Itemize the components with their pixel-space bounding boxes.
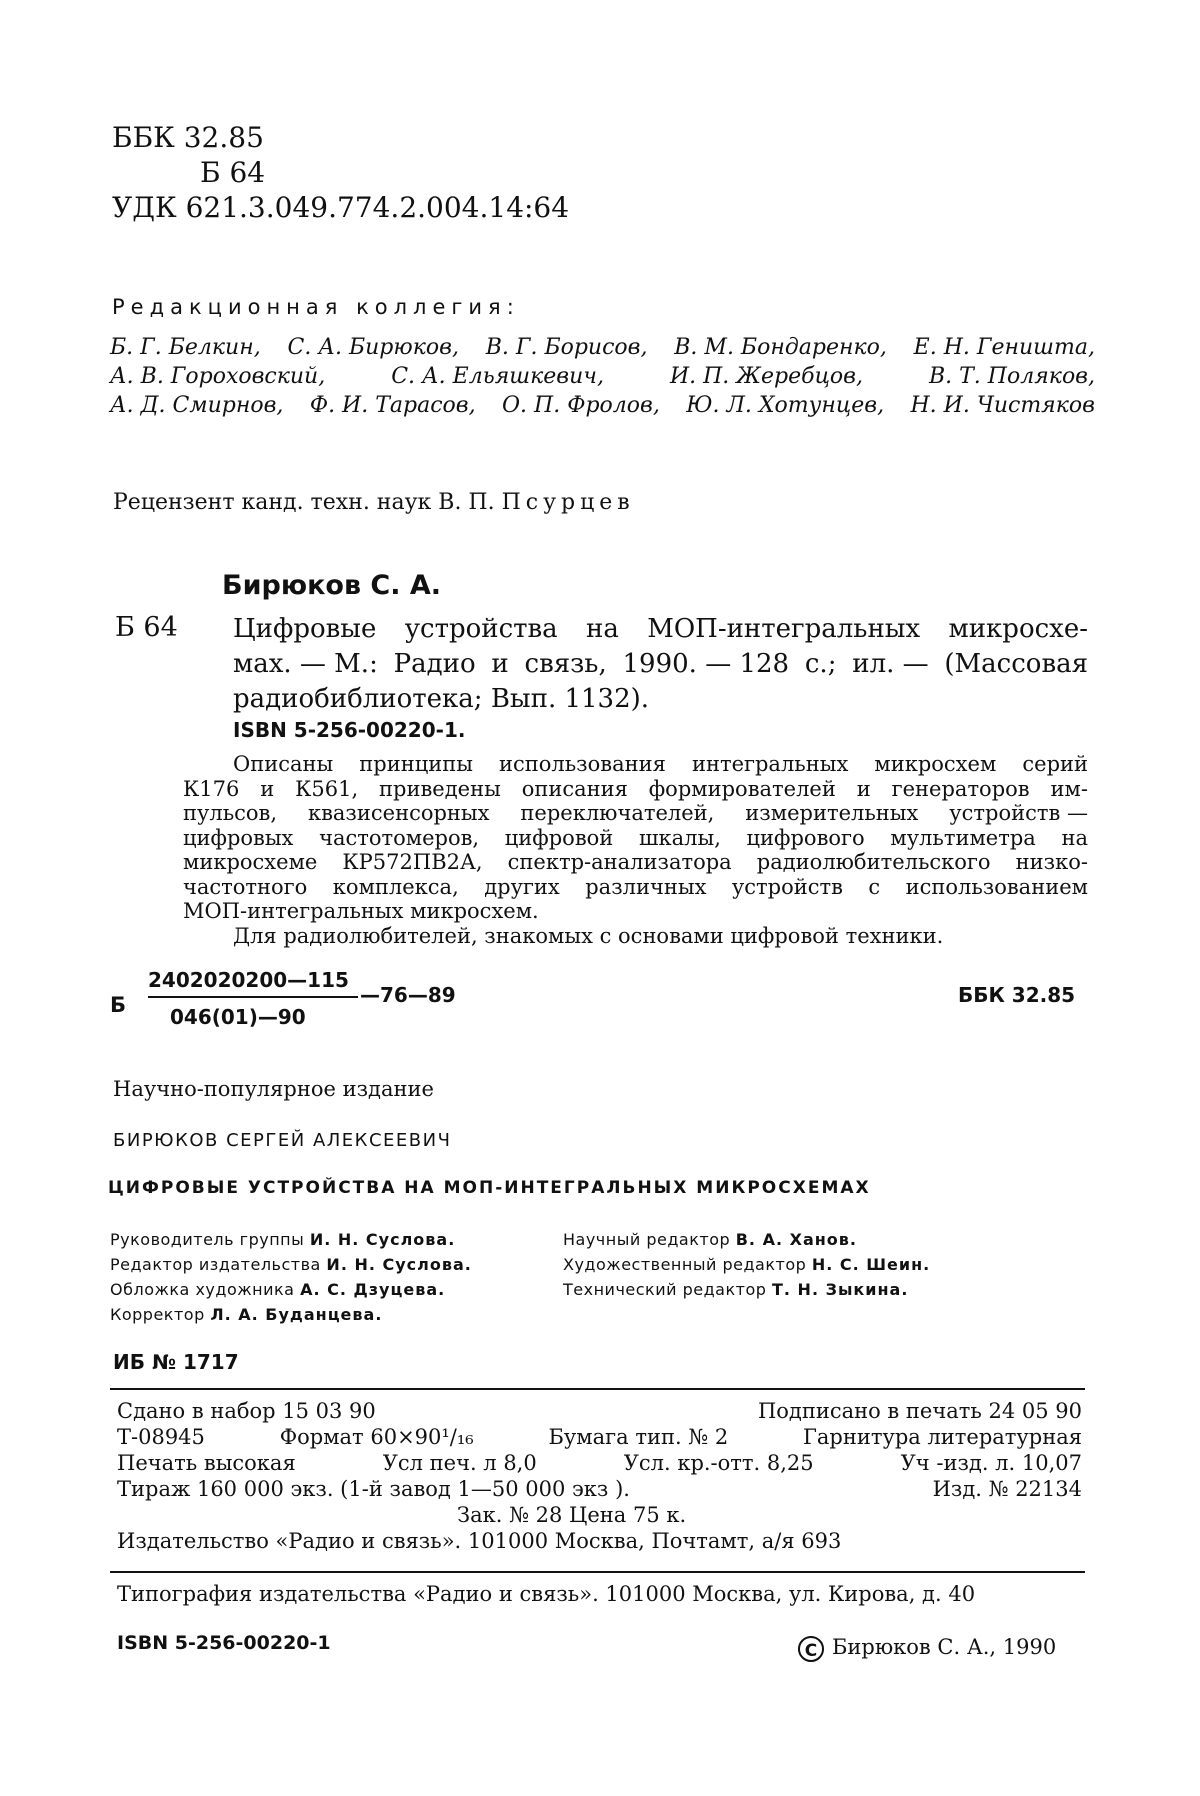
imprint-line xyxy=(117,1424,1082,1450)
editorial-board-names xyxy=(110,333,1095,420)
annotation-word: частотного xyxy=(183,874,308,899)
annotation-word: комплекса, xyxy=(332,874,459,899)
annotation-word: принципы xyxy=(359,752,473,776)
annotation-word: Для радиолюбителей, знакомых с основами цифровой техники. xyxy=(233,923,944,948)
title-line xyxy=(233,612,1088,647)
edition-type: Научно-популярное издание xyxy=(113,1077,434,1101)
imprint-field: Бумага тип. № 2 xyxy=(548,1425,729,1449)
book-title-caps: ЦИФРОВЫЕ УСТРОЙСТВА НА МОП-ИНТЕГРАЛЬНЫХ МИКРОСХЕМАХ xyxy=(108,1178,871,1198)
annotation-word: мультиметра xyxy=(890,825,1036,850)
annotation-line xyxy=(183,850,1088,875)
imprint-field: Формат 60×90¹/₁₆ xyxy=(279,1425,474,1449)
annotation-word: микросхем xyxy=(874,752,997,776)
annotation-word: с xyxy=(868,874,881,899)
staff-role: Технический редактор xyxy=(563,1280,767,1299)
price-code-numerator: 2402020200—115 xyxy=(148,968,349,992)
staff-name: В. А. Ханов. xyxy=(735,1230,857,1249)
imprint-field: Т-08945 xyxy=(117,1425,205,1449)
board-member: С. А. Бирюков, xyxy=(287,335,459,360)
annotation-word: микросхеме xyxy=(183,850,318,874)
editorial-board-heading: Редакционная коллегия: xyxy=(112,295,520,319)
imprint-field: Уч -изд. л. 10,07 xyxy=(900,1451,1082,1475)
board-member: Ф. И. Тарасов, xyxy=(309,393,476,418)
copyright-text: Бирюков С. А., 1990 xyxy=(832,1635,1057,1659)
board-member: И. П. Жеребцов, xyxy=(669,364,863,389)
divider-top xyxy=(110,1388,1085,1390)
annotation-word: квазисенсорных xyxy=(307,801,490,825)
staff-role: Редактор издательства xyxy=(110,1255,321,1274)
annotation-word: использования xyxy=(499,752,666,776)
imprint-field: Усл печ. л 8,0 xyxy=(382,1451,537,1475)
board-line xyxy=(110,362,1095,391)
annotation-word: устройств — xyxy=(949,801,1088,825)
staff-role: Обложка художника xyxy=(110,1280,295,1299)
staff-role: Корректор xyxy=(110,1305,205,1324)
price-code-denominator: 046(01)—90 xyxy=(170,1005,306,1029)
imprint-field: Сдано в набор 15 03 90 xyxy=(117,1399,376,1423)
catalogue-author: Бирюков С. А. xyxy=(222,570,442,601)
annotation-word: устройств xyxy=(731,874,843,899)
annotation-word: спектр-анализатора xyxy=(507,850,732,874)
staff-left-column xyxy=(110,1227,472,1327)
copyright-line xyxy=(798,1635,1056,1662)
annotation-word: низко- xyxy=(1015,850,1088,874)
board-member: В. Г. Борисов, xyxy=(485,335,648,360)
title-word: мах. — М.: xyxy=(233,649,378,679)
annotation-line xyxy=(183,752,1088,777)
title-word: связь, xyxy=(524,649,607,679)
price-code-tail: —76—89 xyxy=(360,983,456,1007)
annotation-word: использованием xyxy=(905,874,1088,899)
title-word: и xyxy=(491,649,509,679)
reviewer-prefix: Рецензент канд. техн. наук В. П. xyxy=(113,490,495,515)
staff-row xyxy=(110,1277,472,1302)
title-word: Радио xyxy=(393,649,476,679)
annotation-word: цифрового xyxy=(746,825,865,850)
title-line xyxy=(233,647,1088,682)
imprint-field: Подписано в печать 24 05 90 xyxy=(757,1399,1082,1423)
board-line xyxy=(110,391,1095,420)
title-word: (Массовая xyxy=(944,649,1088,679)
imprint-line xyxy=(117,1476,1082,1502)
order-line: Зак. № 28 Цена 75 к. xyxy=(457,1503,687,1527)
catalogue-title xyxy=(233,612,1088,717)
ib-number: ИБ № 1717 xyxy=(113,1350,239,1374)
annotation xyxy=(183,752,1088,948)
reviewer-line xyxy=(113,490,635,515)
isbn-catalogue: ISBN 5-256-00220-1. xyxy=(233,718,466,742)
isbn-bottom: ISBN 5-256-00220-1 xyxy=(117,1632,331,1654)
imprint-field: Печать высокая xyxy=(117,1451,296,1475)
copyright-icon: C xyxy=(798,1636,824,1662)
annotation-word: К561, xyxy=(295,776,359,801)
annotation-word: Описаны xyxy=(233,752,334,776)
board-member: Н. И. Чистяков xyxy=(910,393,1095,418)
annotation-word: КР572ПВ2А, xyxy=(342,850,483,874)
divider-bottom xyxy=(110,1571,1085,1573)
title-word: с.; xyxy=(804,649,837,679)
board-member: А. Д. Смирнов, xyxy=(110,393,284,418)
reviewer-surname: Псурцев xyxy=(501,490,635,515)
annotation-word: других xyxy=(484,874,560,899)
title-word: ил. — xyxy=(852,649,929,679)
annotation-word: шкалы, xyxy=(638,825,721,850)
staff-row xyxy=(110,1227,472,1252)
annotation-line xyxy=(183,826,1088,851)
annotation-word: интегральных xyxy=(691,752,849,776)
staff-right-column xyxy=(563,1227,930,1302)
annotation-word: генераторов xyxy=(891,776,1030,801)
staff-row xyxy=(563,1252,930,1277)
title-word: на xyxy=(586,614,619,644)
annotation-word: радиолюбительского xyxy=(756,850,991,874)
author-full-name: БИРЮКОВ СЕРГЕЙ АЛЕКСЕЕВИЧ xyxy=(113,1130,452,1151)
publisher-line: Издательство «Радио и связь». 101000 Москва, Почтамт, а/я 693 xyxy=(117,1529,842,1553)
bbk-code: ББК 32.85 xyxy=(112,121,264,154)
staff-row xyxy=(563,1277,930,1302)
annotation-word: различных xyxy=(585,874,707,899)
staff-name: Л. А. Буданцева. xyxy=(210,1305,383,1324)
fraction-bar xyxy=(148,996,358,998)
annotation-word: цифровых xyxy=(183,825,294,850)
annotation-line xyxy=(183,875,1088,900)
board-member: Е. Н. Геништа, xyxy=(913,335,1095,360)
annotation-line xyxy=(183,899,1088,924)
udk-code: УДК 621.3.049.774.2.004.14:64 xyxy=(112,191,570,224)
annotation-word: К176 xyxy=(183,776,240,801)
title-word: радиобиблиотека; Вып. 1132). xyxy=(233,684,650,714)
annotation-word: измерительных xyxy=(745,801,919,825)
imprint-field: Тираж 160 000 экз. (1-й завод 1—50 000 экз ). xyxy=(117,1477,630,1501)
board-member: С. А. Ельяшкевич, xyxy=(391,364,604,389)
annotation-word: на xyxy=(1061,825,1088,850)
annotation-word: пульсов, xyxy=(183,801,278,825)
price-code-letter: Б xyxy=(110,993,127,1017)
annotation-word: приведены xyxy=(379,776,501,801)
staff-row xyxy=(563,1227,930,1252)
title-word: Цифровые xyxy=(233,614,377,644)
board-member: Ю. Л. Хотунцев, xyxy=(686,393,885,418)
board-line xyxy=(110,333,1095,362)
imprint-block xyxy=(117,1398,1082,1554)
staff-name: Н. С. Шеин. xyxy=(811,1255,931,1274)
staff-role: Руководитель группы xyxy=(110,1230,305,1249)
board-member: А. В. Гороховский, xyxy=(110,364,326,389)
title-word: микросхе- xyxy=(948,614,1088,644)
annotation-word: переключателей, xyxy=(520,801,715,825)
imprint-field: Усл. кр.-отт. 8,25 xyxy=(623,1451,814,1475)
board-member: В. М. Бондаренко, xyxy=(674,335,887,360)
board-member: В. Т. Поляков, xyxy=(928,364,1095,389)
annotation-word: описания xyxy=(521,776,628,801)
annotation-line xyxy=(183,777,1088,802)
board-member: Б. Г. Белкин, xyxy=(110,335,261,360)
board-member: О. П. Фролов, xyxy=(502,393,660,418)
staff-name: А. С. Дзуцева. xyxy=(300,1280,446,1299)
title-word: МОП-интегральных xyxy=(647,614,921,644)
annotation-word: серий xyxy=(1022,752,1088,776)
catalogue-code: Б 64 xyxy=(115,612,178,643)
annotation-line xyxy=(183,801,1088,826)
imprint-line xyxy=(117,1398,1082,1424)
staff-role: Художественный редактор xyxy=(563,1255,807,1274)
annotation-word: и xyxy=(856,776,871,801)
annotation-word: МОП-интегральных микросхем. xyxy=(183,899,539,923)
staff-name: И. Н. Суслова. xyxy=(309,1230,456,1249)
annotation-word: им- xyxy=(1050,776,1088,801)
staff-name: И. Н. Суслова. xyxy=(326,1255,472,1274)
annotation-word: частотомеров, xyxy=(319,825,480,850)
printing-house: Типография издательства «Радио и связь». 101000 Москва, ул. Кирова, д. 40 xyxy=(117,1582,976,1606)
author-mark: Б 64 xyxy=(200,156,266,189)
bbk-code-right: ББК 32.85 xyxy=(958,983,1076,1007)
title-word: устройства xyxy=(404,614,558,644)
imprint-line xyxy=(117,1450,1082,1476)
staff-row xyxy=(110,1252,472,1277)
annotation-audience xyxy=(183,924,1088,949)
imprint-field: Гарнитура литературная xyxy=(802,1425,1082,1449)
title-line xyxy=(233,682,1088,717)
classification-block xyxy=(112,120,569,225)
staff-role: Научный редактор xyxy=(563,1230,731,1249)
staff-row xyxy=(110,1302,472,1327)
imprint-field: Изд. № 22134 xyxy=(932,1477,1082,1501)
title-word: 1990. — 128 xyxy=(622,649,790,679)
annotation-word: цифровой xyxy=(504,825,614,850)
annotation-word: и xyxy=(260,776,275,801)
staff-name: Т. Н. Зыкина. xyxy=(771,1280,909,1299)
annotation-word: формирователей xyxy=(648,776,836,801)
